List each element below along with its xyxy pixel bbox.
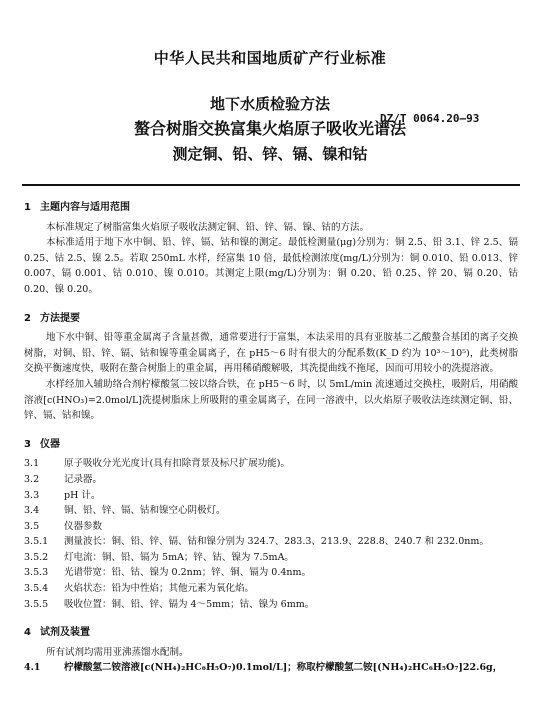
section-2-paragraph: 水样经加入辅助络合剂柠檬酸氢二铵以络合铁，在 pH5～6 时，以 5mL/min 流速通过交换柱，吸附后，用硝酸溶液[c(HNO₃)=2.0mol/L]洗提树脂床上所吸附的重金属离子，在同一溶液中，以火焰原子吸收法连续测定铜、铅、锌、镉、钴和镍。 — [24, 378, 518, 422]
section-1-title: 1 主题内容与适用范围 — [24, 202, 130, 213]
section-4-title: 4 试剂及装置 — [24, 627, 90, 639]
section-2-title: 2 方法提要 — [24, 312, 80, 324]
list-item: 3.5.4 火焰状态：铅为中性焰；其他元素为氧化焰。 — [24, 583, 255, 595]
standard-type: 中华人民共和国地质矿产行业标准 — [153, 49, 387, 67]
section-3-title: 3 仪器 — [24, 438, 60, 450]
title-line-1: 地下水质检验方法 — [209, 95, 330, 113]
section-1-paragraph: 本标准适用于地下水中铜、铅、锌、镉、钴和镍的测定。最低检测量(μg)分别为：铜 2.5、铅 3.1、锌 2.5、镉 0.25、钴 2.5、镍 2.5。若取 250mL 水样，经富集 10 倍，最低检测浓度(mg/L)分别为：铜 0.010、铅 0.013、锌 0.007、镉 0.001、钴 0.010、镍 0.010。其测定上限(mg/L)分别为：铜 0.20、铅 0.25、锌 20、镉 0.20、钴 0.20、镍 0.20。 — [24, 237, 518, 295]
section-4-paragraph: 所有试剂均需用亚沸蒸馏水配制。 — [46, 646, 189, 658]
title-line-2: 螯合树脂交换富集火焰原子吸收光谱法 — [133, 119, 406, 138]
title-block — [0, 92, 540, 166]
list-item: 3.5.2 灯电流：铜、铅、镉为 5mA；锌、钴、镍为 7.5mA。 — [24, 551, 294, 563]
section-1-paragraph: 本标准规定了树脂富集火焰原子吸收法测定铜、铅、锌、镉、镍、钴的方法。 — [46, 221, 370, 233]
list-item: 3.5 仪器参数 — [24, 520, 103, 532]
list-item: 3.2 记录器。 — [24, 473, 103, 485]
list-item: 3.4 铜、铅、锌、镉、钴和镍空心阴极灯。 — [24, 505, 226, 517]
list-item: 4.1 柠檬酸氢二铵溶液[c(NH₄)₂HC₆H₅O₇)0.1mol/L]；称取柠檬酸氢二铵[(NH₄)₂HC₆H₅O₇]22.6g， — [24, 662, 503, 674]
standard-code: DZ/T 0064.20—93 — [380, 112, 480, 125]
section-2-paragraph: 地下水中铜、铅等重金属离子含量甚微，通常要进行于富集，本法采用的具有亚胺基二乙酸螯合基团的离子交换树脂，对铜、铅、锌、镉、钴和镍等重金属离子，在 pH5～6 时有很大的分配系数(K_D 约为 10³～10⁵)，此类树脂交换平衡速度快，吸附在螯合树脂上的重金属，再用稀硝酸解吸，其洗提曲线不拖尾，因而可用较小的洗提溶液。 — [24, 332, 518, 375]
header-divider — [22, 184, 520, 186]
document-body — [24, 196, 518, 676]
list-item: 3.3 pH 计。 — [24, 489, 101, 501]
list-item: 3.5.3 光谱带宽：铅、钴、镍为 0.2nm；锌、铜、镉为 0.4nm。 — [24, 567, 312, 579]
list-item: 3.5.5 吸收位置：铜、铅、锌、镉为 4～5mm；钴、镍为 6mm。 — [24, 598, 315, 610]
title-line-3: 测定铜、铅、锌、镉、镍和钴 — [172, 145, 368, 163]
list-item: 3.1 原子吸收分光光度计(具有扣除背景及标尺扩展功能)。 — [24, 458, 290, 470]
list-item: 3.5.1 测量波长：铜、铅、锌、镉、钴和镍分别为 324.7、283.3、213.9、228.8、240.7 和 232.0nm。 — [24, 536, 489, 548]
